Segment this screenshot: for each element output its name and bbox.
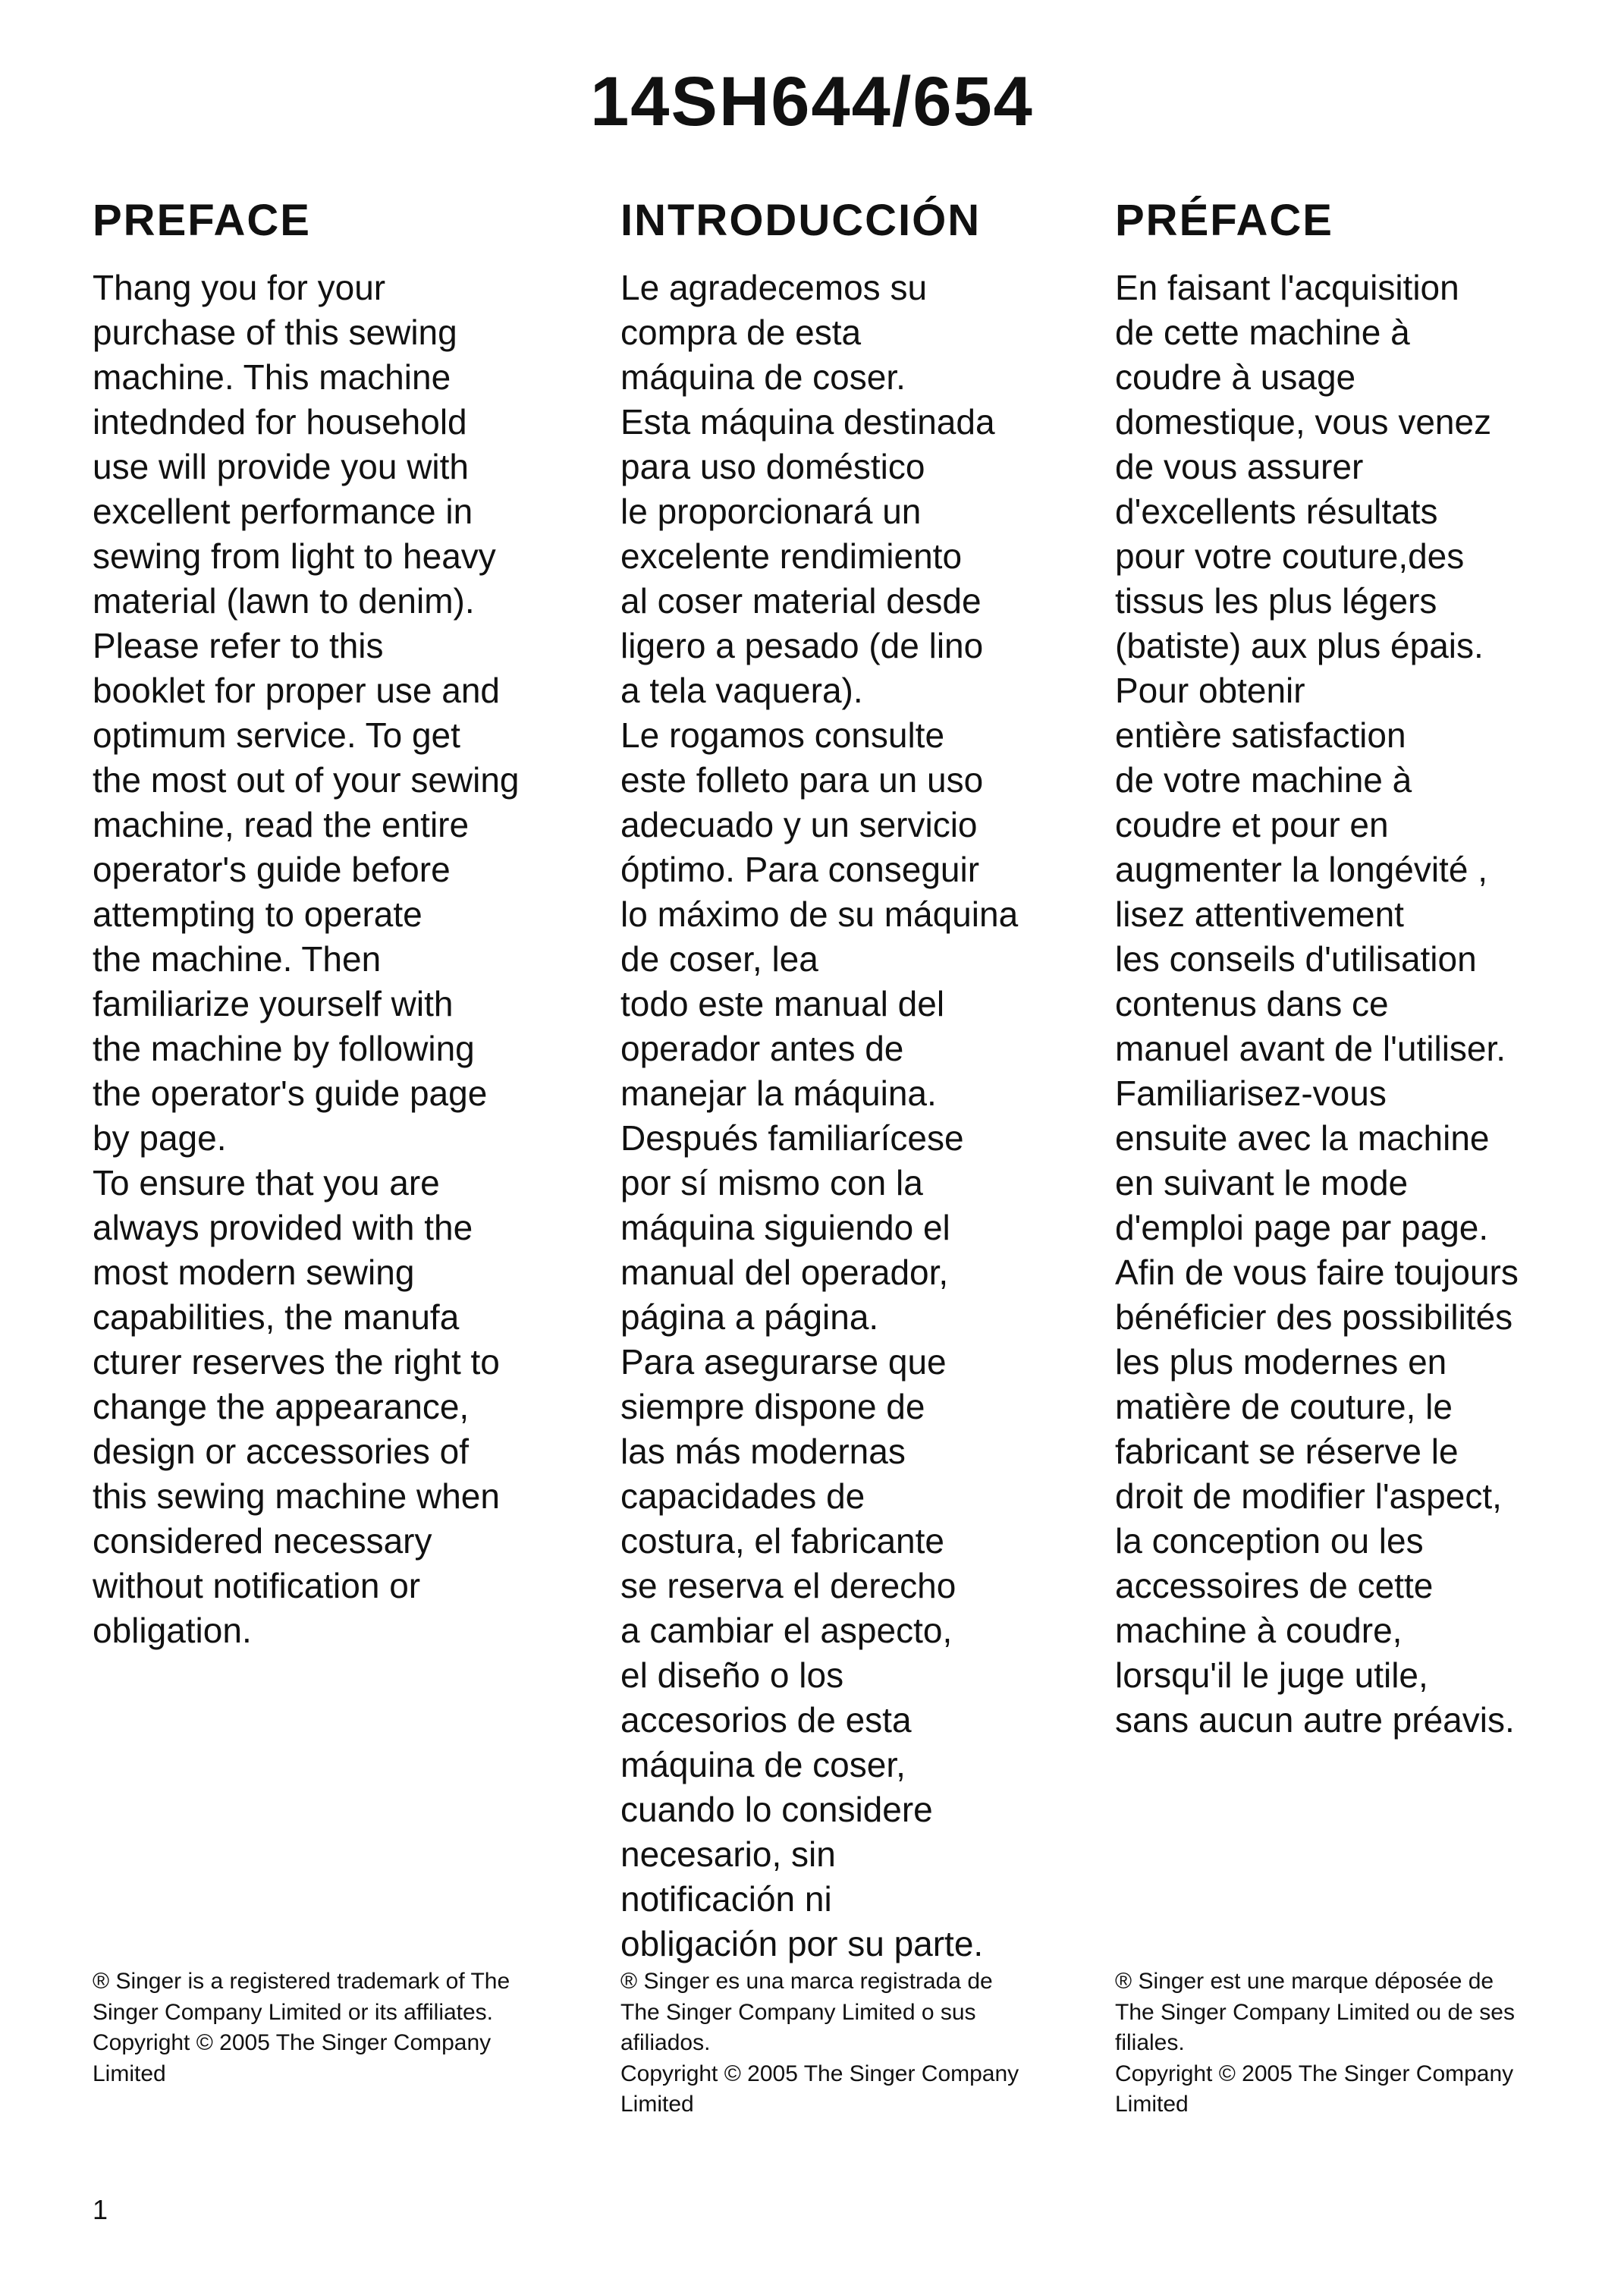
trademark-note-spanish <box>620 1966 1076 2120</box>
preface-text-line: Después familiarícese <box>620 1118 964 1158</box>
preface-text-line: material (lawn to denim). <box>93 581 475 621</box>
preface-text-line: machine, read the entire <box>93 805 470 844</box>
preface-text-line: the most out of your sewing <box>93 760 520 800</box>
preface-text-line: most modern sewing <box>93 1253 415 1292</box>
preface-text-line: les plus modernes en <box>1115 1342 1447 1382</box>
preface-text-line: matière de couture, le <box>1115 1387 1453 1426</box>
preface-text-line: operator's guide before <box>93 850 451 889</box>
preface-text-line: de cette machine à <box>1115 313 1410 352</box>
preface-text-line: contenus dans ce <box>1115 984 1389 1023</box>
preface-text-line: a tela vaquera). <box>620 671 863 710</box>
page-number: 1 <box>93 2194 108 2225</box>
preface-text-line: notificación ni <box>620 1879 832 1919</box>
preface-heading-english: PREFACE <box>93 196 311 245</box>
preface-text-line: cturer reserves the right to <box>93 1342 500 1382</box>
trademark-note-line: ® Singer is a registered trademark of The <box>93 1969 510 1994</box>
preface-text-line: without notification or <box>93 1566 421 1605</box>
preface-text-line: obligación por su parte. <box>620 1924 984 1963</box>
preface-heading-french: PRÉFACE <box>1115 196 1333 245</box>
preface-text-line: machine. This machine <box>93 357 451 397</box>
preface-body-spanish <box>620 266 1068 1966</box>
preface-heading-spanish: INTRODUCCIÓN <box>620 196 982 245</box>
trademark-note-line: The Singer Company Limited ou de ses <box>1115 1999 1515 2025</box>
preface-text-line: excelente rendimiento <box>620 536 963 576</box>
preface-text-line: accessoires de cette <box>1115 1566 1434 1605</box>
trademark-note-line: Copyright © 2005 The Singer Company <box>1115 2061 1514 2086</box>
preface-text-line: always provided with the <box>93 1208 473 1247</box>
preface-text-line: booklet for proper use and <box>93 671 501 710</box>
preface-text-line: augmenter la longévité , <box>1115 850 1487 889</box>
preface-text-line: de vous assurer <box>1115 447 1364 486</box>
preface-text-line: lisez attentivement <box>1115 894 1404 934</box>
preface-text-line: capabilities, the manufa <box>93 1297 460 1337</box>
preface-text-line: intednded for household <box>93 402 467 442</box>
preface-text-line: le proporcionará un <box>620 492 922 531</box>
preface-text-line: Please refer to this <box>93 626 384 665</box>
preface-text-line: máquina de coser, <box>620 1745 906 1784</box>
trademark-note-line: Singer Company Limited or its affiliates. <box>93 1999 494 2025</box>
preface-text-line: la conception ou les <box>1115 1521 1424 1561</box>
preface-text-line: Le rogamos consulte <box>620 715 945 755</box>
preface-column-english <box>93 196 570 1653</box>
preface-text-line: siempre dispone de <box>620 1387 925 1426</box>
preface-text-line: de votre machine à <box>1115 760 1412 800</box>
trademark-note-line: filiales. <box>1115 2030 1185 2055</box>
preface-text-line: manuel avant de l'utiliser. <box>1115 1029 1506 1068</box>
preface-text-line: Esta máquina destinada <box>620 402 995 442</box>
preface-text-line: d'emploi page par page. <box>1115 1208 1489 1247</box>
preface-text-line: purchase of this sewing <box>93 313 457 352</box>
trademark-note-line: afiliados. <box>620 2030 711 2055</box>
preface-text-line: d'excellents résultats <box>1115 492 1438 531</box>
preface-text-line: compra de esta <box>620 313 862 352</box>
preface-text-line: el diseño o los <box>620 1655 844 1695</box>
preface-text-line: fabricant se réserve le <box>1115 1432 1459 1471</box>
preface-text-line: se reserva el derecho <box>620 1566 956 1605</box>
model-number-title: 14SH644/654 <box>590 63 1034 140</box>
preface-text-line: máquina siguiendo el <box>620 1208 950 1247</box>
preface-text-line: ligero a pesado (de lino <box>620 626 984 665</box>
preface-text-line: óptimo. Para conseguir <box>620 850 980 889</box>
preface-text-line: To ensure that you are <box>93 1163 440 1202</box>
preface-text-line: droit de modifier l'aspect, <box>1115 1476 1502 1516</box>
preface-text-line: por sí mismo con la <box>620 1163 923 1202</box>
preface-text-line: necesario, sin <box>620 1834 836 1874</box>
preface-text-line: Familiarisez-vous <box>1115 1074 1387 1113</box>
preface-text-line: lo máximo de su máquina <box>620 894 1019 934</box>
preface-text-line: en suivant le mode <box>1115 1163 1409 1202</box>
preface-body-french <box>1115 266 1570 1743</box>
preface-text-line: bénéficier des possibilités <box>1115 1297 1513 1337</box>
preface-text-line: En faisant l'acquisition <box>1115 268 1459 307</box>
preface-text-line: obligation. <box>93 1611 252 1650</box>
trademark-note-line: Limited <box>620 2092 694 2117</box>
trademark-note-line: Limited <box>1115 2092 1189 2117</box>
preface-text-line: capacidades de <box>620 1476 865 1516</box>
preface-text-line: sans aucun autre préavis. <box>1115 1700 1515 1740</box>
trademark-note-line: Limited <box>93 2061 166 2086</box>
preface-text-line: a cambiar el aspecto, <box>620 1611 953 1650</box>
preface-text-line: coudre et pour en <box>1115 805 1389 844</box>
preface-text-line: les conseils d'utilisation <box>1115 939 1477 979</box>
preface-text-line: optimum service. To get <box>93 715 460 755</box>
trademark-note-french <box>1115 1966 1570 2120</box>
preface-text-line: página a página. <box>620 1297 879 1337</box>
preface-text-line: operador antes de <box>620 1029 904 1068</box>
preface-text-line: the machine. Then <box>93 939 382 979</box>
preface-text-line: Thang you for your <box>93 268 386 307</box>
preface-text-line: the operator's guide page <box>93 1074 488 1113</box>
preface-text-line: costura, el fabricante <box>620 1521 945 1561</box>
preface-text-line: design or accessories of <box>93 1432 470 1471</box>
trademark-note-english <box>93 1966 578 2089</box>
preface-body-english <box>93 266 570 1653</box>
trademark-note-line: The Singer Company Limited o sus <box>620 1999 976 2025</box>
preface-text-line: accesorios de esta <box>620 1700 912 1740</box>
preface-text-line: coudre à usage <box>1115 357 1356 397</box>
preface-text-line: (batiste) aux plus épais. <box>1115 626 1484 665</box>
preface-text-line: entière satisfaction <box>1115 715 1406 755</box>
preface-text-line: para uso doméstico <box>620 447 925 486</box>
preface-text-line: todo este manual del <box>620 984 945 1023</box>
preface-column-french <box>1115 196 1570 1743</box>
preface-text-line: este folleto para un uso <box>620 760 984 800</box>
preface-text-line: cuando lo considere <box>620 1790 933 1829</box>
preface-text-line: ensuite avec la machine <box>1115 1118 1490 1158</box>
preface-text-line: considered necessary <box>93 1521 432 1561</box>
preface-text-line: manual del operador, <box>620 1253 949 1292</box>
preface-text-line: manejar la máquina. <box>620 1074 937 1113</box>
preface-text-line: attempting to operate <box>93 894 422 934</box>
preface-text-line: this sewing machine when <box>93 1476 500 1516</box>
preface-text-line: tissus les plus légers <box>1115 581 1437 621</box>
preface-text-line: Pour obtenir <box>1115 671 1305 710</box>
preface-text-line: adecuado y un servicio <box>620 805 978 844</box>
trademark-note-line: Copyright © 2005 The Singer Company <box>620 2061 1019 2086</box>
preface-column-spanish <box>620 196 1068 1966</box>
trademark-note-line: Copyright © 2005 The Singer Company <box>93 2030 492 2055</box>
preface-text-line: the machine by following <box>93 1029 475 1068</box>
preface-text-line: sewing from light to heavy <box>93 536 496 576</box>
trademark-note-line: ® Singer est une marque déposée de <box>1115 1969 1494 1994</box>
preface-text-line: Afin de vous faire toujours <box>1115 1253 1519 1292</box>
preface-text-line: Para asegurarse que <box>620 1342 947 1382</box>
preface-text-line: Le agradecemos su <box>620 268 928 307</box>
preface-text-line: use will provide you with <box>93 447 470 486</box>
preface-text-line: familiarize yourself with <box>93 984 454 1023</box>
preface-text-line: pour votre couture,des <box>1115 536 1465 576</box>
preface-text-line: by page. <box>93 1118 227 1158</box>
preface-text-line: máquina de coser. <box>620 357 906 397</box>
preface-text-line: excellent performance in <box>93 492 473 531</box>
preface-text-line: lorsqu'il le juge utile, <box>1115 1655 1428 1695</box>
preface-text-line: las más modernas <box>620 1432 906 1471</box>
preface-text-line: de coser, lea <box>620 939 818 979</box>
preface-text-line: change the appearance, <box>93 1387 470 1426</box>
trademark-note-line: ® Singer es una marca registrada de <box>620 1969 993 1994</box>
preface-text-line: machine à coudre, <box>1115 1611 1403 1650</box>
preface-text-line: domestique, vous venez <box>1115 402 1492 442</box>
preface-text-line: al coser material desde <box>620 581 982 621</box>
